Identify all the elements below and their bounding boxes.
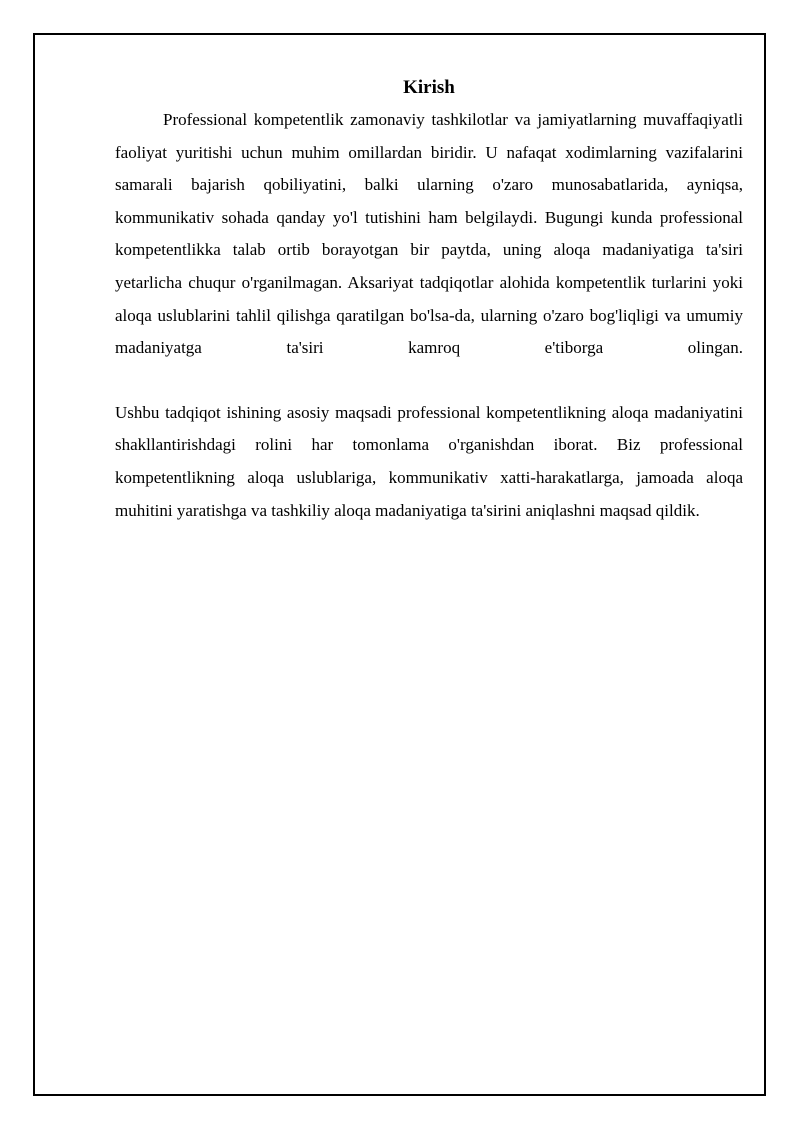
- paragraph-intro: Professional kompetentlik zamonaviy tashkilotlar va jamiyatlarning muvaffaqiyatli faoliyat yuritishi uchun muhim omillardan biridir. U nafaqat xodimlarning vazifalarini samarali bajarish qobiliyatini, balki ularning o'zaro munosabatlarida, ayniqsa, kommunikativ sohada qanday yo'l tutishini ham belgilaydi. Bugungi kunda professional kompetentlikka talab ortib borayotgan bir paytda, uning aloqa madaniyatiga ta'siri yetarlicha chuqur o'rganilmagan. Aksariyat tadqiqotlar alohida kompetentlik turlarini yoki aloqa uslublarini tahlil qilishga qaratilgan bo'lsa-da, ularning o'zaro bog'liqligi va umumiy madaniyatga ta'siri kamroq e'tiborga olingan.: [115, 110, 743, 358]
- document-title: Kirish: [403, 77, 455, 98]
- document-body: [115, 74, 743, 527]
- paragraph-spacer: [115, 365, 743, 397]
- paragraph-aim: Ushbu tadqiqot ishining asosiy maqsadi professional kompetentlikning aloqa madaniyatini shakllantirishdagi rolini har tomonlama o'rganishdan iborat. Biz professional kompetentlikning aloqa uslublariga, kommunikativ xatti-harakatlarga, jamoada aloqa muhitini yaratishga va tashkiliy aloqa madaniyatiga ta'sirini aniqlashni maqsad qildik.: [115, 402, 743, 520]
